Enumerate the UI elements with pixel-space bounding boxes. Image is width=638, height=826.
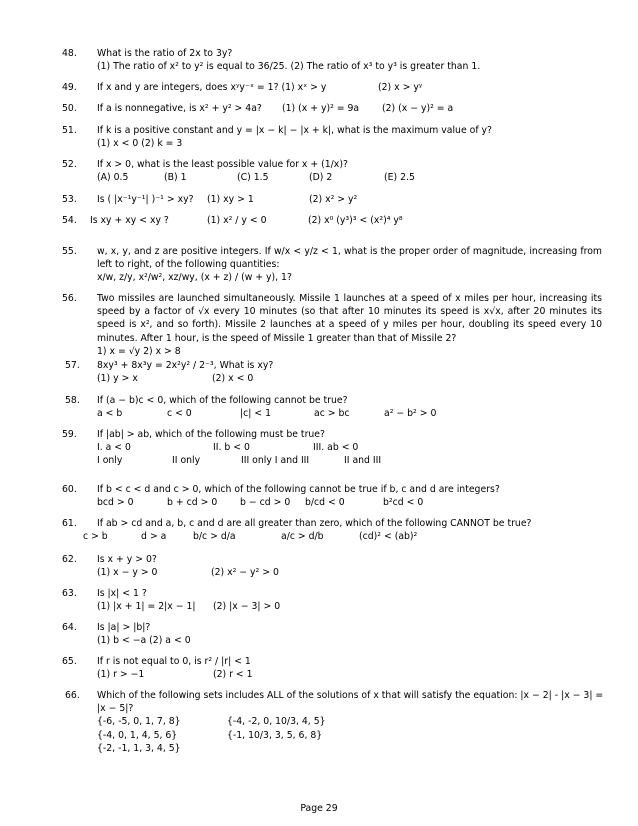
question-number: 53.: [62, 194, 77, 205]
answer-choice: a < b: [97, 408, 123, 420]
line-text: w, x, y, and z are positive integers. If w/x < y/z < 1, what is the proper order of magnitude, increasing from: [97, 246, 602, 257]
line-text: Is x + y > 0?: [97, 554, 157, 565]
question-body: [97, 124, 602, 150]
answer-choice: b/cd < 0: [305, 497, 345, 509]
answer-choice: b + cd > 0: [167, 497, 218, 509]
question-line: [97, 634, 602, 647]
question-line: [97, 517, 602, 530]
question-line: [97, 81, 602, 94]
question-number: 48.: [62, 48, 77, 59]
question-line: [83, 530, 602, 543]
line-text: 1) x = √y 2) x > 8: [97, 345, 181, 357]
question-line: [97, 102, 602, 115]
question-body: [97, 655, 602, 681]
line-text: Two missiles are launched simultaneously. Missile 1 launches at a speed of x miles per hour, increasing its: [97, 293, 602, 304]
line-text: If (a − b)c < 0, which of the following cannot be true?: [97, 395, 348, 406]
answer-choice: (1) y > x: [97, 373, 138, 385]
question-line: [97, 345, 602, 358]
question-line: [97, 621, 602, 634]
question-line: [97, 668, 602, 681]
question-number: 63.: [62, 588, 77, 599]
answer-choice: (1) xy > 1: [207, 194, 254, 205]
page-number: Page 29: [300, 803, 338, 814]
answer-choice: (2) x² > y²: [309, 194, 358, 205]
answer-choice: III. ab < 0: [313, 442, 359, 454]
line-text: x/w, z/y, x²/w², xz/wy, (x + z) / (w + y), 1?: [97, 272, 292, 284]
question-line: [97, 394, 602, 407]
question-body: [97, 158, 602, 184]
question-line: [97, 359, 602, 372]
answer-choice: c > b: [83, 531, 108, 543]
question-line: [97, 60, 602, 73]
answer-choice: (2) (x − y)² = a: [382, 103, 454, 114]
question-number: 64.: [62, 622, 77, 633]
question-line: [97, 553, 602, 566]
question-line: [97, 587, 602, 600]
question-line: [97, 47, 602, 60]
line-text: {-2, -1, 1, 3, 4, 5}: [97, 742, 181, 754]
question-body: [97, 81, 602, 94]
question-line: [97, 407, 602, 420]
answer-choice: b²cd < 0: [383, 497, 424, 509]
answer-choice: (1) r > −1: [97, 669, 145, 681]
answer-choice: I. a < 0: [97, 442, 131, 454]
question-line: [97, 428, 602, 441]
answer-choice: (2) x > yʸ: [378, 82, 423, 93]
question-body: [97, 292, 602, 358]
line-text: speed is x², and so forth). Missile 2 launches at a speed of y miles per hour, doubling its speed every 10: [97, 319, 602, 331]
answer-choice: c < 0: [167, 408, 192, 420]
question-line: [97, 258, 602, 271]
line-text: If r is not equal to 0, is r² / |r| < 1: [97, 656, 251, 667]
question-number: 65.: [62, 656, 77, 667]
answer-choice: (2) x² − y² > 0: [211, 567, 279, 579]
answer-choice: (E) 2.5: [384, 172, 415, 184]
answer-choice: (1) |x + 1| = 2|x − 1|: [97, 601, 196, 613]
question-body: [97, 102, 602, 115]
answer-choice: (2) |x − 3| > 0: [213, 601, 281, 613]
question-number: 51.: [62, 125, 77, 136]
answer-choice: a/c > d/b: [281, 531, 324, 543]
line-text: |x − 5|?: [97, 703, 134, 715]
answer-choice: (2) r < 1: [213, 669, 253, 681]
question-line: [97, 245, 602, 258]
question-number: 50.: [62, 103, 77, 114]
answer-choice: (1) x − y > 0: [97, 567, 158, 579]
answer-choice: (D) 2: [309, 172, 333, 184]
line-text: If x > 0, what is the least possible value for x + (1/x)?: [97, 159, 348, 170]
question-body: [83, 517, 602, 543]
answer-choice: (2) x⁰ (y³)³ < (x²)⁴ y⁸: [308, 215, 403, 226]
line-text: minutes. After 1 hour, is the speed of Missile 1 greater than that of Missile 2?: [97, 332, 457, 344]
answer-choice: (cd)² < (ab)²: [359, 531, 418, 543]
question-line: [97, 729, 602, 742]
answer-choice: If a is nonnegative, is x² + y² > 4a?: [97, 103, 262, 114]
answer-choice: |c| < 1: [240, 408, 271, 420]
line-text: What is the ratio of 2x to 3y?: [97, 48, 233, 59]
answer-choice: {-6, -5, 0, 1, 7, 8}: [97, 716, 181, 728]
question-line: [97, 171, 602, 184]
question-line: [97, 332, 602, 345]
answer-choice: {-4, -2, 0, 10/3, 4, 5}: [227, 716, 326, 728]
question-body: [97, 47, 602, 73]
answer-choice: If x and y are integers, does xʸy⁻ˣ = 1? (1) xˣ > y: [97, 82, 327, 93]
question-number: 60.: [62, 484, 77, 495]
question-line: [97, 600, 602, 613]
question-line: [97, 715, 602, 728]
question-line: [97, 318, 602, 331]
question-body: [97, 245, 602, 285]
question-body: [97, 428, 602, 468]
answer-choice: (1) x² / y < 0: [207, 215, 267, 226]
answer-choice: (2) x < 0: [212, 373, 254, 385]
answer-choice: {-4, 0, 1, 4, 5, 6}: [97, 729, 178, 741]
answer-choice: d > a: [141, 531, 167, 543]
question-line: [97, 193, 602, 206]
question-body: [97, 193, 602, 206]
question-body: [97, 621, 602, 647]
question-line: [90, 214, 602, 227]
answer-choice: a² − b² > 0: [384, 408, 437, 420]
question-line: [97, 372, 602, 385]
question-line: [97, 689, 602, 702]
question-number: 55.: [62, 246, 77, 257]
answer-choice: I only: [97, 455, 123, 467]
question-body: [97, 587, 602, 613]
line-text: Is |a| > |b|?: [97, 622, 151, 633]
line-text: If k is a positive constant and y = |x − k| − |x + k|, what is the maximum value of y?: [97, 125, 492, 136]
question-body: [97, 553, 602, 579]
question-line: [97, 305, 602, 318]
answer-choice: bcd > 0: [97, 497, 134, 509]
line-text: (1) x < 0 (2) k = 3: [97, 138, 183, 150]
question-number: 58.: [65, 395, 80, 406]
question-line: [97, 441, 602, 454]
line-text: (1) The ratio of x² to y² is equal to 36/25. (2) The ratio of x³ to y³ is greater than 1.: [97, 61, 481, 73]
line-text: (1) b < −a (2) a < 0: [97, 635, 191, 647]
question-line: [97, 271, 602, 284]
question-line: [97, 158, 602, 171]
question-body: [97, 689, 602, 755]
question-number: 59.: [62, 429, 77, 440]
question-body: [90, 214, 602, 227]
answer-choice: b − cd > 0: [240, 497, 291, 509]
question-line: [97, 454, 602, 467]
question-line: [97, 137, 602, 150]
question-line: [97, 655, 602, 668]
answer-choice: (A) 0.5: [97, 172, 129, 184]
question-number: 56.: [62, 293, 77, 304]
answer-choice: {-1, 10/3, 3, 5, 6, 8}: [227, 729, 323, 741]
line-text: Which of the following sets includes ALL of the solutions of x that will satisfy the equation: |x − 2| - |x − 3| =: [97, 690, 604, 701]
answer-choice: (B) 1: [164, 172, 187, 184]
question-number: 52.: [62, 159, 77, 170]
question-body: [97, 359, 602, 385]
line-text: 8xy³ + 8x³y = 2x²y² / 2⁻³, What is xy?: [97, 360, 274, 371]
question-line: [97, 702, 602, 715]
answer-choice: II. b < 0: [213, 442, 250, 454]
line-text: If b < c < d and c > 0, which of the following cannot be true if b, c and d are integers?: [97, 484, 500, 495]
question-number: 61.: [62, 518, 77, 529]
question-number: 62.: [62, 554, 77, 565]
answer-choice: ac > bc: [314, 408, 350, 420]
question-line: [97, 292, 602, 305]
question-line: [97, 742, 602, 755]
answer-choice: b/c > d/a: [193, 531, 236, 543]
question-number: 54.: [62, 215, 77, 226]
line-text: If ab > cd and a, b, c and d are all greater than zero, which of the following CANNOT be true?: [97, 518, 532, 529]
question-number: 49.: [62, 82, 77, 93]
answer-choice: III only I and III: [241, 455, 310, 467]
question-line: [97, 566, 602, 579]
question-body: [97, 483, 602, 509]
question-number: 57.: [65, 360, 80, 371]
answer-choice: (1) (x + y)² = 9a: [282, 103, 360, 114]
line-text: Is |x| < 1 ?: [97, 588, 147, 599]
question-number: 66.: [65, 690, 80, 701]
question-line: [97, 496, 602, 509]
answer-choice: II and III: [344, 455, 382, 467]
question-body: [97, 394, 602, 420]
answer-choice: (C) 1.5: [237, 172, 269, 184]
line-text: speed by a factor of √x every 10 minutes (so that after 10 minutes its speed is x√x, after 20 minutes its: [97, 306, 602, 318]
question-line: [97, 124, 602, 137]
answer-choice: Is xy + xy < xy ?: [90, 215, 169, 226]
line-text: If |ab| > ab, which of the following must be true?: [97, 429, 325, 440]
answer-choice: Is ( |x⁻¹y⁻¹| )⁻¹ > xy?: [97, 194, 194, 205]
answer-choice: II only: [172, 455, 201, 467]
line-text: left to right, of the following quantities:: [97, 259, 280, 271]
question-line: [97, 483, 602, 496]
